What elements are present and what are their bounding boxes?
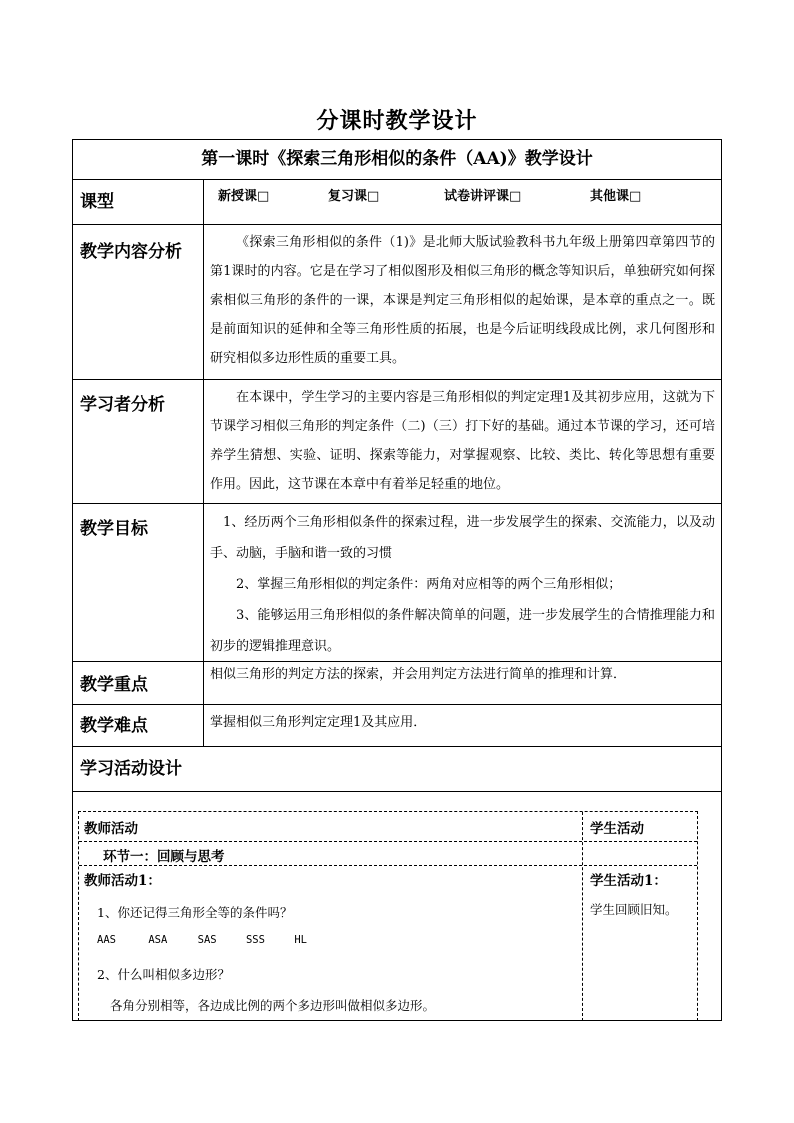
- activity-design-label: 学习活动设计: [80, 759, 182, 779]
- condition-sss: SSS: [245, 934, 265, 946]
- key-points-label: 教学重点: [73, 662, 204, 704]
- section-one-title: 环节一：回顾与思考: [103, 849, 225, 865]
- objectives-label: 教学目标: [73, 504, 204, 661]
- key-points-cell: [204, 662, 721, 704]
- learner-analysis-row: [73, 380, 721, 504]
- course-type-new: 新授课□: [218, 189, 270, 204]
- activity-table-rule: [79, 865, 697, 866]
- course-type-options: [210, 182, 715, 212]
- activity-table-divider: [582, 812, 583, 1021]
- content-analysis-row: [73, 225, 721, 380]
- objective-item: 1、经历两个三角形相似条件的探索过程，进一步发展学生的探索、交流能力，以及动手、动脑，手脑和谐一致的习惯: [210, 515, 715, 561]
- course-type-other: 其他课□: [590, 189, 642, 204]
- difficulties-label: 教学难点: [73, 705, 204, 746]
- student-activity-1-label: 学生活动1：: [590, 873, 667, 889]
- content-analysis-cell: [204, 225, 721, 379]
- learner-analysis-text: 在本课中，学生学习的主要内容是三角形相似的判定定理1及其初步应用，这就为下节课学习相似三角形的判定条件（二)（三）打下好的基础。通过本节课的学习，还可培养学生猜想、实验、证明、探索等能力，对掌握观察、比较、类比、转化等思想有重要作用。因此，这节课在本章中有着举足轻重的地位。: [210, 390, 715, 492]
- objectives-cell: [204, 504, 721, 661]
- teacher-activity-1-label: 教师活动1：: [84, 873, 161, 889]
- teacher-activity-header: 教师活动: [84, 821, 138, 837]
- activity-table: [78, 811, 698, 1021]
- content-analysis-label: 教学内容分析: [73, 225, 204, 379]
- student-activity-header: 学生活动: [590, 821, 644, 837]
- difficulties-row: [73, 705, 721, 747]
- course-type-label: 课型: [73, 180, 204, 224]
- objective-item: 2、掌握三角形相似的判定条件：两角对应相等的两个三角形相似；: [236, 577, 622, 592]
- course-type-exam: 试卷讲评课□: [444, 189, 522, 204]
- question-1: 1、你还记得三角形全等的条件吗？: [97, 905, 293, 920]
- difficulties-cell: [204, 705, 721, 746]
- learner-analysis-cell: [204, 380, 721, 503]
- page-title: 分课时教学设计: [316, 108, 478, 134]
- course-type-content: [204, 180, 721, 224]
- difficulties-text: 掌握相似三角形判定定理1及其应用．: [210, 715, 427, 730]
- course-type-row: [73, 180, 721, 225]
- course-type-review: 复习课□: [328, 189, 380, 204]
- lesson-title: 第一课时《探索三角形相似的条件（AA)》教学设计: [201, 149, 593, 169]
- question-2: 2、什么叫相似多边形？: [97, 967, 230, 982]
- key-points-text: 相似三角形的判定方法的探索，并会用判定方法进行简单的推理和计算．: [210, 667, 627, 682]
- key-points-row: [73, 662, 721, 705]
- content-analysis-text: 《探索三角形相似的条件（1)》是北师大版试验教科书九年级上册第四章第四节的第1课时的内容。它是在学习了相似图形及相似三角形的概念等知识后，单独研究如何探索相似三角形的条件的一课，本课是判定三角形相似的起始课，是本章的重点之一。既是前面知识的延伸和全等三角形性质的拓展，也是今后证明线段成比例，求几何图形和研究相似多边形性质的重要工具。: [210, 235, 715, 366]
- objectives-row: [73, 504, 721, 662]
- lesson-title-row: [73, 140, 721, 180]
- condition-asa: ASA: [148, 934, 168, 946]
- objective-item: 3、能够运用三角形相似的条件解决简单的问题，进一步发展学生的合情推理能力和初步的逻辑推理意识。: [210, 608, 715, 654]
- congruence-conditions: [97, 934, 307, 946]
- activity-table-rule: [79, 841, 697, 842]
- activity-design-row: [73, 747, 721, 792]
- condition-aas: AAS: [97, 934, 116, 946]
- condition-sas: SAS: [197, 934, 217, 946]
- learner-analysis-label: 学习者分析: [73, 380, 204, 503]
- condition-hl: HL: [294, 934, 307, 946]
- student-activity-1-text: 学生回顾旧知。: [590, 902, 678, 917]
- answer-2: 各角分别相等，各边成比例的两个多边形叫做相似多边形。: [110, 998, 436, 1013]
